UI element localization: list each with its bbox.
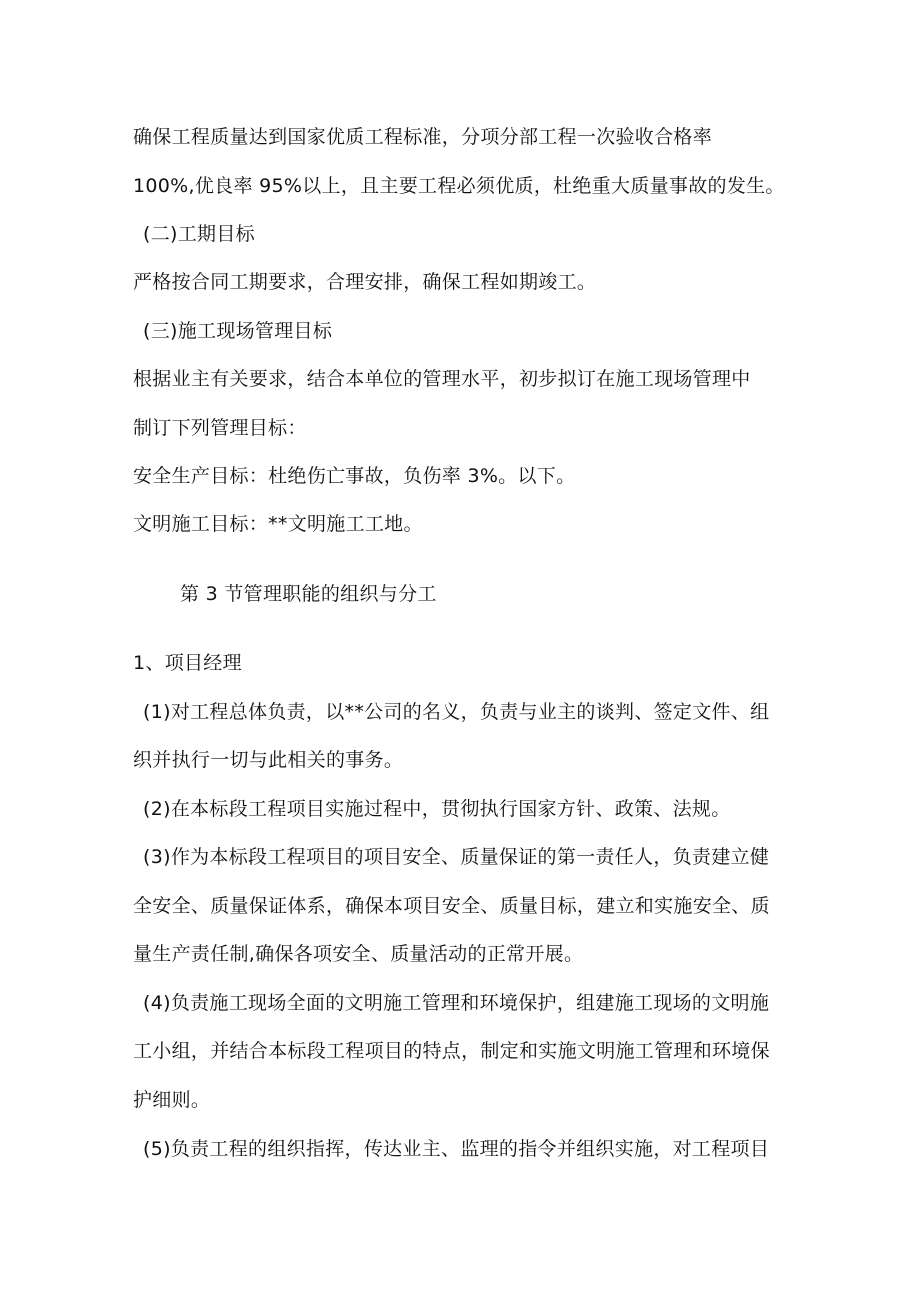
body-text-line: 严格按合同工期要求，合理安排，确保工程如期竣工。 bbox=[133, 271, 597, 293]
body-text-line: 100%,优良率 95%以上，且主要工程必须优质，杜绝重大质量事故的发生。 bbox=[133, 175, 785, 197]
list-item-text: (2)在本标段工程项目实施过程中，贯彻执行国家方针、政策、法规。 bbox=[143, 798, 731, 820]
section-heading: 第 3 节管理职能的组织与分工 bbox=[180, 583, 437, 605]
body-text-line: 文明施工目标：**文明施工工地。 bbox=[133, 513, 423, 535]
list-item-text: (3)作为本标段工程项目的项目安全、质量保证的第一责任人，负责建立健 bbox=[143, 846, 770, 868]
list-item-text: 全安全、质量保证体系，确保本项目安全、质量目标，建立和实施安全、质 bbox=[133, 895, 770, 917]
list-item-text: 量生产责任制,确保各项安全、质量活动的正常开展。 bbox=[133, 943, 584, 965]
subsection-heading-schedule: (二)工期目标 bbox=[143, 223, 255, 245]
body-text-line: 安全生产目标：杜绝伤亡事故，负伤率 3%。以下。 bbox=[133, 465, 576, 487]
body-text-line: 制订下列管理目标： bbox=[133, 417, 307, 439]
list-item-text: 工小组，并结合本标段工程项目的特点，制定和实施文明施工管理和环境保 bbox=[133, 1040, 770, 1062]
body-text-line: 根据业主有关要求，结合本单位的管理水平，初步拟订在施工现场管理中 bbox=[133, 368, 751, 390]
list-heading-project-manager: 1、项目经理 bbox=[133, 652, 242, 674]
list-item-text: 织并执行一切与此相关的事务。 bbox=[133, 749, 404, 771]
subsection-heading-site-management: (三)施工现场管理目标 bbox=[143, 320, 333, 342]
list-item-text: (4)负责施工现场全面的文明施工管理和环境保护，组建施工现场的文明施 bbox=[143, 992, 770, 1014]
body-text-line: 确保工程质量达到国家优质工程标准，分项分部工程一次验收合格率 bbox=[133, 126, 713, 148]
list-item-text: 护细则。 bbox=[133, 1089, 211, 1111]
list-item-text: (1)对工程总体负责，以**公司的名义，负责与业主的谈判、签定文件、组 bbox=[143, 701, 770, 723]
list-item-text: (5)负责工程的组织指挥，传达业主、监理的指令并组织实施，对工程项目 bbox=[143, 1138, 770, 1160]
